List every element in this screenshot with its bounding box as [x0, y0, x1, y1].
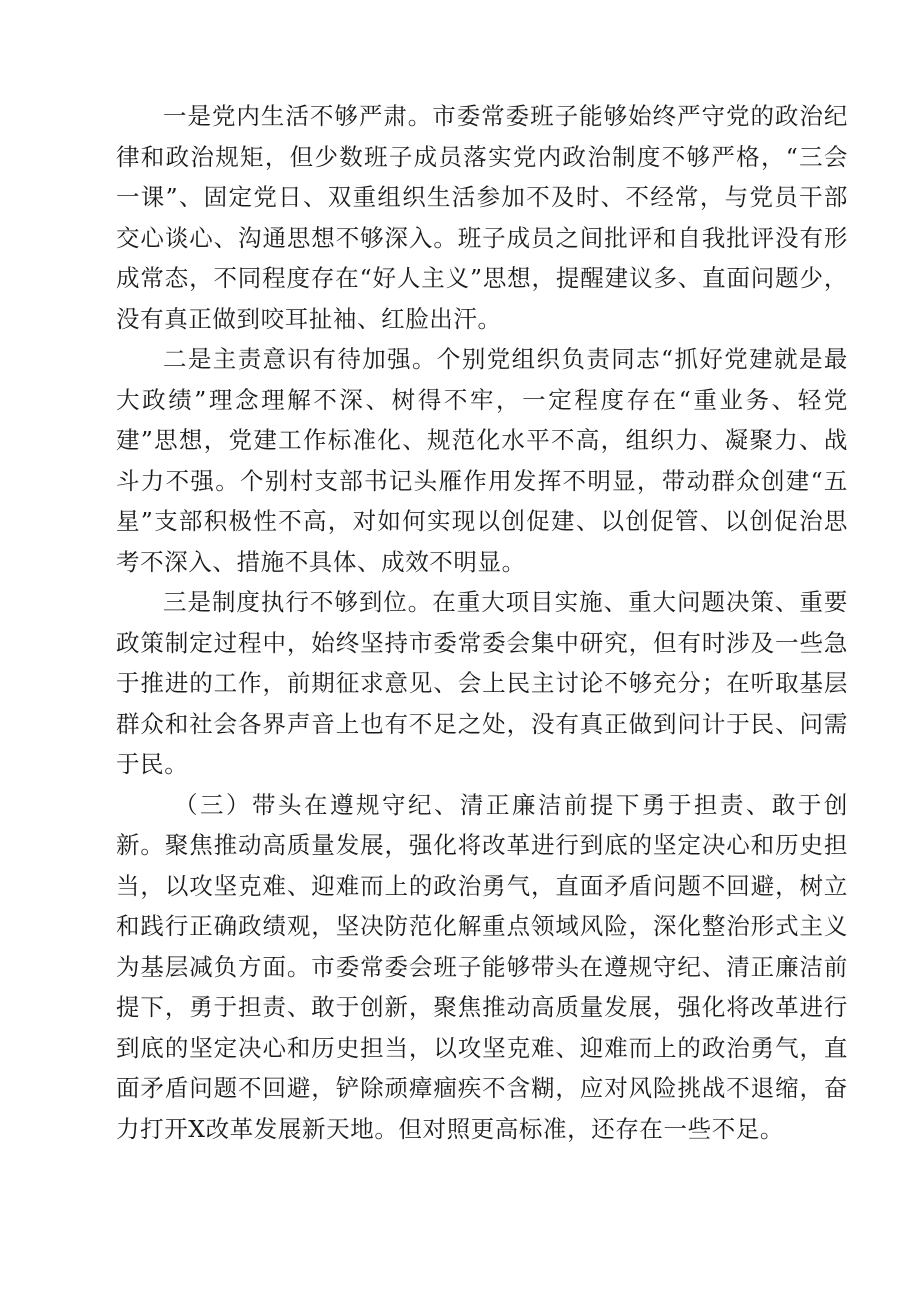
- paragraph-system-execution: 三是制度执行不够到位。在重大项目实施、重大问题决策、重要政策制定过程中，始终坚持市委常委会集中研究，但有时涉及一些急于推进的工作，前期征求意见、会上民主讨论不够充分；在听取基层群众和社会各界声音上也有不足之处，没有真正做到问计于民、问需于民。: [116, 588, 848, 778]
- document-body: [116, 96, 848, 1149]
- paragraph-party-life: 一是党内生活不够严肃。市委常委班子能够始终严守党的政治纪律和政治规矩，但少数班子成员落实党内政治制度不够严格，“三会一课”、固定党日、双重组织生活参加不及时、不经常，与党员干部交心谈心、沟通思想不够深入。班子成员之间批评和自我批评没有形成常态，不同程度存在“好人主义”思想，提醒建议多、直面问题少，没有真正做到咬耳扯袖、红脸出汗。: [116, 102, 848, 333]
- paragraph-responsibility: 二是主责意识有待加强。个别党组织负责同志“抓好党建就是最大政绩”理念理解不深、树得不牢，一定程度存在“重业务、轻党建”思想，党建工作标准化、规范化水平不高，组织力、凝聚力、战斗力不强。个别村支部书记头雁作用发挥不明显，带动群众创建“五星”支部积极性不高，对如何实现以创促建、以创促管、以创促治思考不深入、措施不具体、成效不明显。: [116, 345, 848, 576]
- paragraph-section-three: （三）带头在遵规守纪、清正廉洁前提下勇于担责、敢于创新。聚焦推动高质量发展，强化将改革进行到底的坚定决心和历史担当，以攻坚克难、迎难而上的政治勇气，直面矛盾问题不回避，树立和践行正确政绩观，坚决防范化解重点领域风险，深化整治形式主义为基层减负方面。市委常委会班子能够带头在遵规守纪、清正廉洁前提下，勇于担责、敢于创新，聚焦推动高质量发展，强化将改革进行到底的坚定决心和历史担当，以攻坚克难、迎难而上的政治勇气，直面矛盾问题不回避，铲除顽瘴痼疾不含糊，应对风险挑战不退缩，奋力打开X改革发展新天地。但对照更高标准，还存在一些不足。: [116, 790, 848, 1143]
